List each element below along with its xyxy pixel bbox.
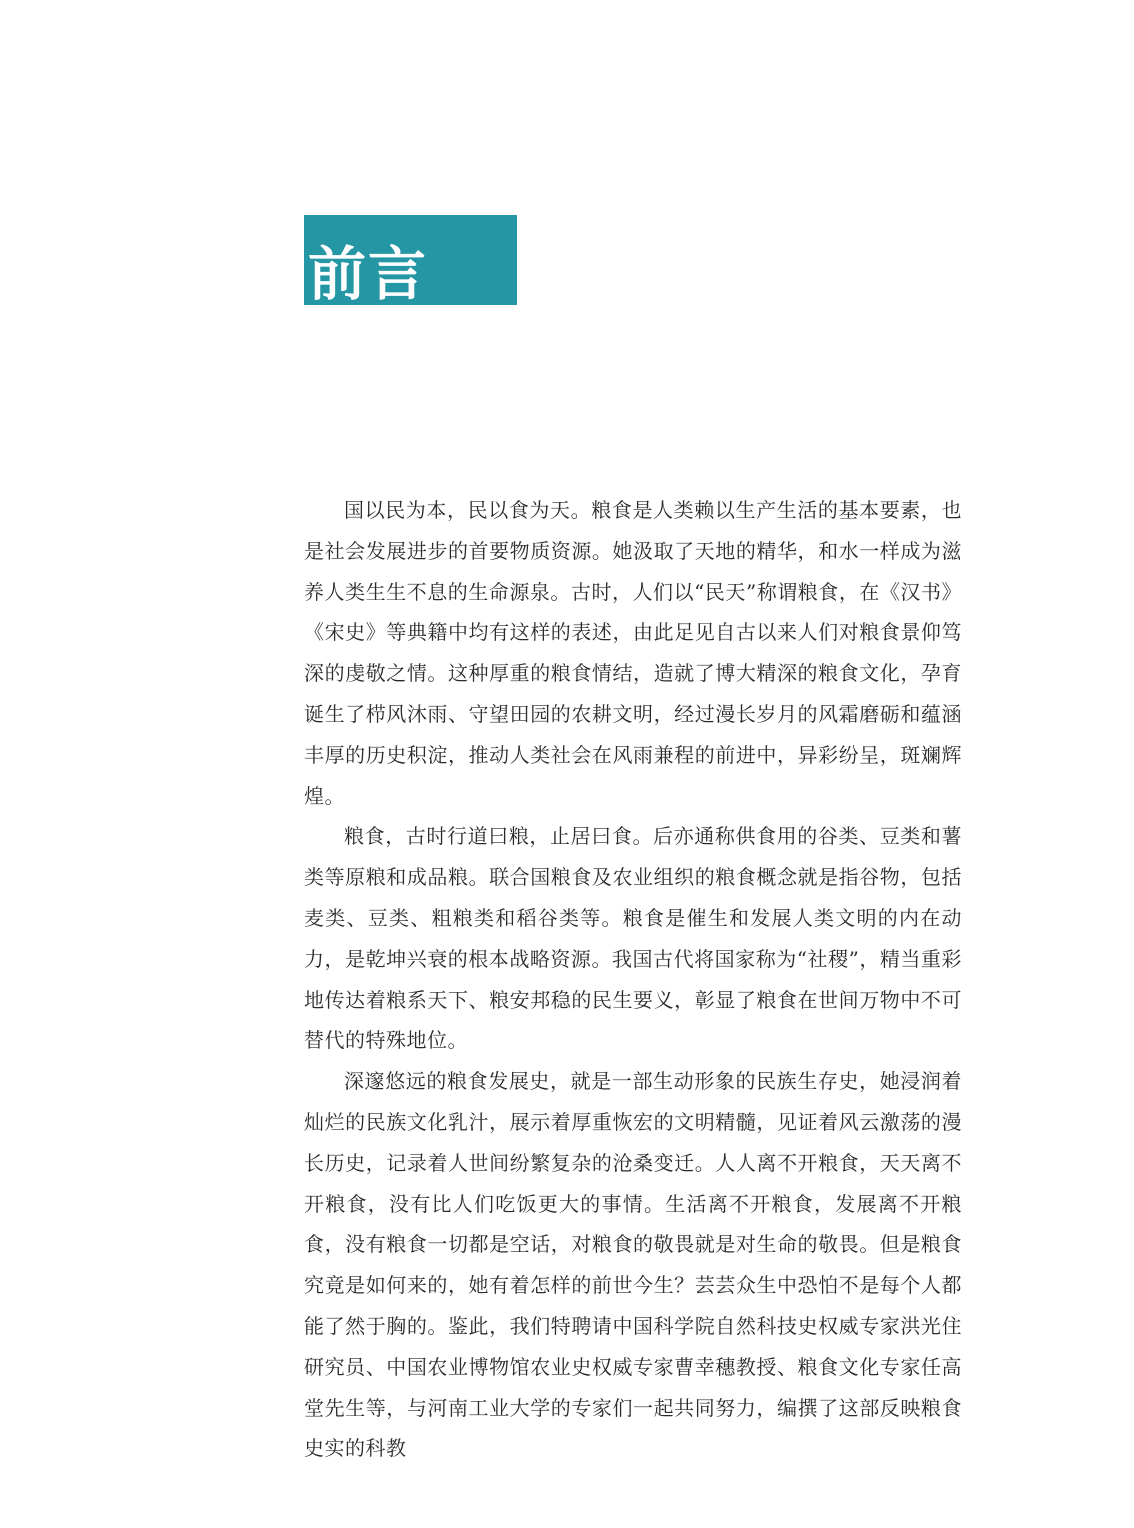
preface-paragraph-3: 深邃悠远的粮食发展史，就是一部生动形象的民族生存史，她浸润着灿烂的民族文化乳汁，展示着厚重恢宏的文明精髓，见证着风云激荡的漫长历史，记录着人世间纷繁复杂的沧桑变迁。人人离不开粮食，天天离不开粮食，没有比人们吃饭更大的事情。生活离不开粮食，发展离不开粮食，没有粮食一切都是空话，对粮食的敬畏就是对生命的敬畏。但是粮食究竟是如何来的，她有着怎样的前世今生？芸芸众生中恐怕不是每个人都能了然于胸的。鉴此，我们特聘请中国科学院自然科技史权威专家洪光住研究员、中国农业博物馆农业史权威专家曹幸穗教授、粮食文化专家任高堂先生等，与河南工业大学的专家们一起共同努力，编撰了这部反映粮食史实的科教: [304, 1069, 962, 1461]
preface-paragraph-2: 粮食，古时行道曰粮，止居曰食。后亦通称供食用的谷类、豆类和薯类等原粮和成品粮。联合国粮食及农业组织的粮食概念就是指谷物，包括麦类、豆类、粗粮类和稻谷类等。粮食是催生和发展人类文明的内在动力，是乾坤兴衰的根本战略资源。我国古代将国家称为“社稷”，精当重彩地传达着粮系天下、粮安邦稳的民生要义，彰显了粮食在世间万物中不可替代的特殊地位。: [304, 824, 962, 1053]
preface-paragraph-1: 国以民为本，民以食为天。粮食是人类赖以生产生活的基本要素，也是社会发展进步的首要物质资源。她汲取了天地的精华，和水一样成为滋养人类生生不息的生命源泉。古时，人们以“民天”称谓粮食，在《汉书》《宋史》等典籍中均有这样的表述，由此足见自古以来人们对粮食景仰笃深的虔敬之情。这种厚重的粮食情结，造就了博大精深的粮食文化，孕育诞生了栉风沐雨、守望田园的农耕文明，经过漫长岁月的风霜磨砺和蕴涵丰厚的历史积淀，推动人类社会在风雨兼程的前进中，异彩纷呈，斑斓辉煌。: [304, 498, 962, 808]
preface-body: [304, 490, 962, 1469]
page-title: 前言: [308, 240, 429, 308]
